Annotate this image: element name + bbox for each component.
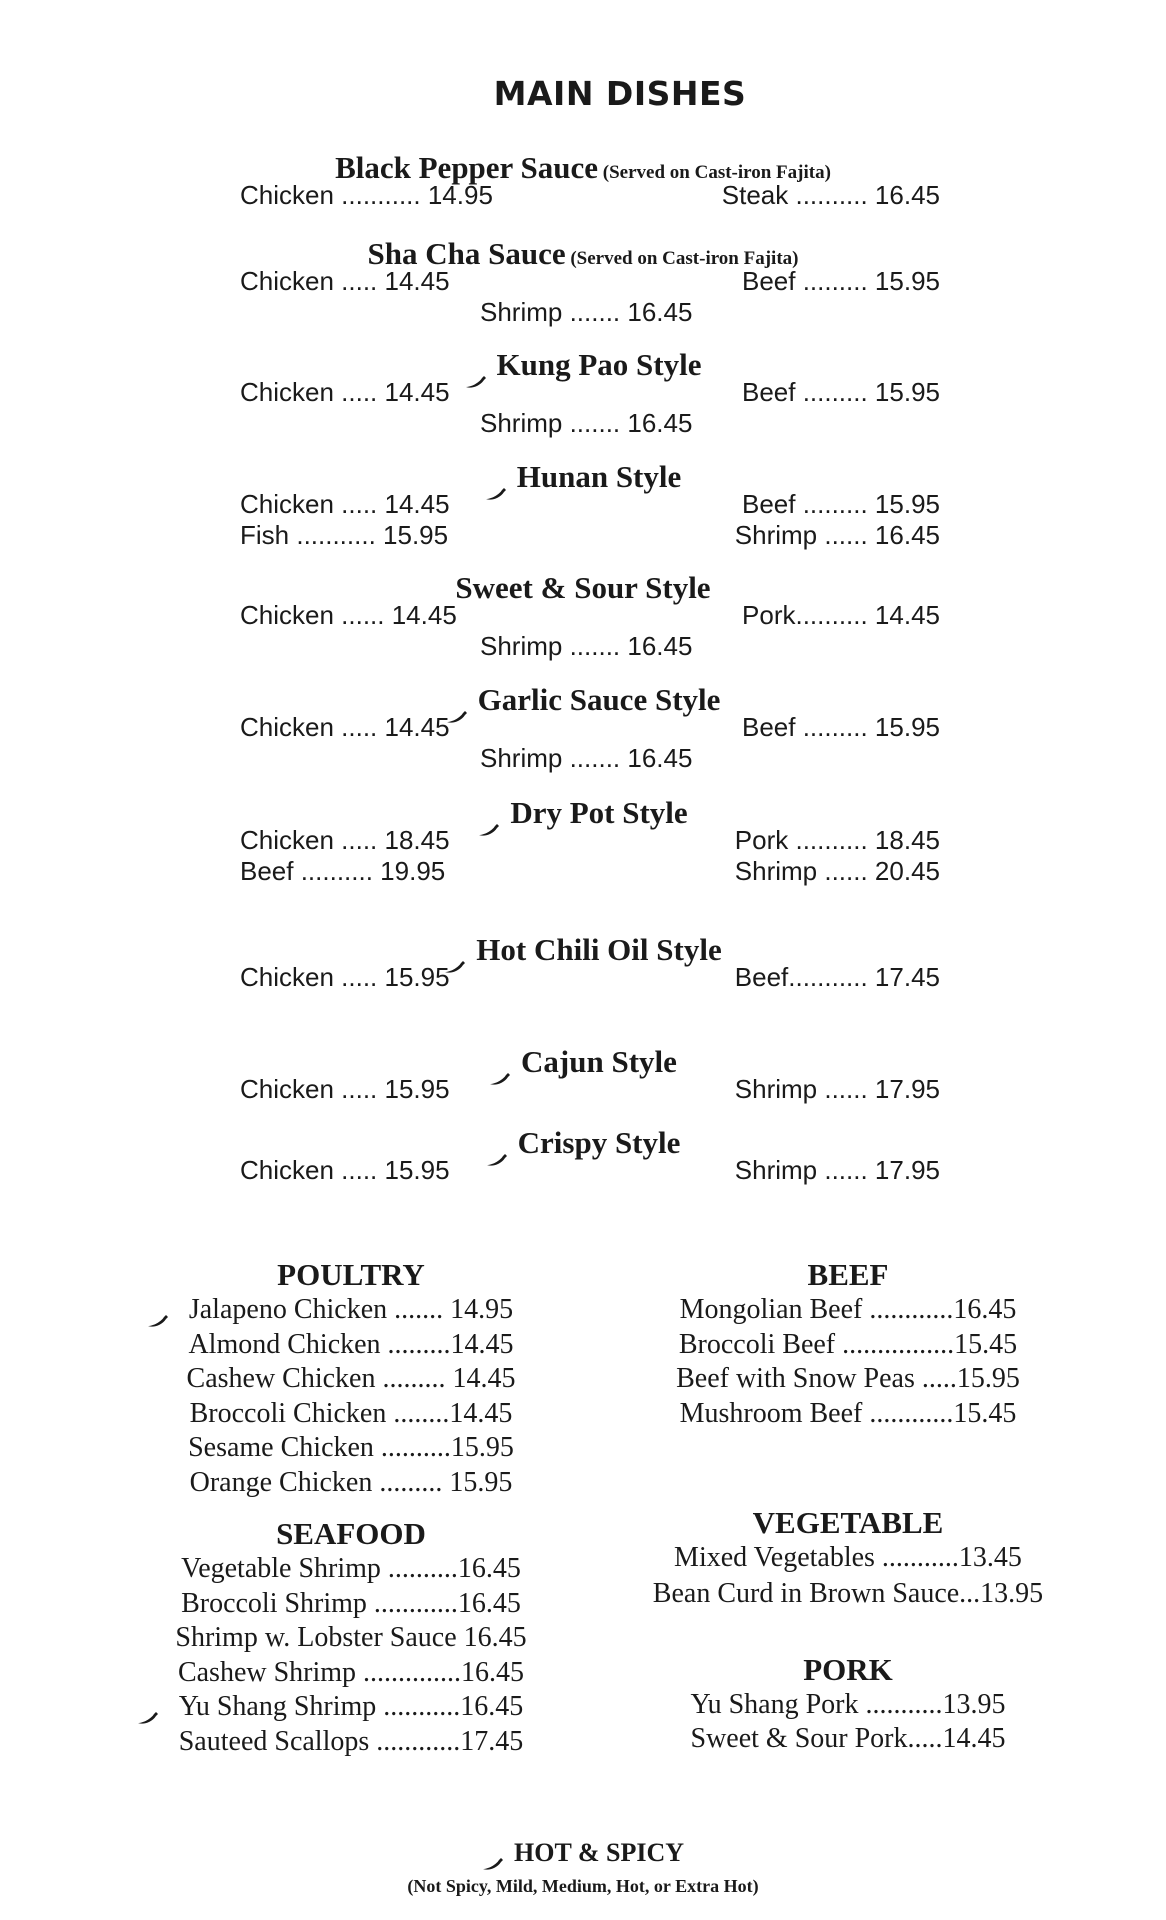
seafood-item: [121, 1587, 581, 1621]
style-heading: [0, 347, 1166, 383]
pork-heading: PORK: [803, 1652, 893, 1687]
chili-pepper-icon: [482, 1848, 504, 1862]
item-label: Yu Shang Pork ...........13.95: [690, 1689, 1006, 1720]
vegetable-heading: VEGETABLE: [752, 1505, 944, 1540]
item-label: Mixed Vegetables ...........13.45: [674, 1542, 1022, 1573]
menu-item: Chicken ..... 15.95: [240, 1155, 450, 1185]
hot-spicy-legend: [0, 1838, 1166, 1868]
chili-pepper-icon: [465, 361, 487, 375]
menu-item: Chicken ..... 14.45: [240, 266, 450, 296]
menu-item: Shrimp ....... 16.45: [480, 297, 693, 327]
item-label: Sauteed Scallops ............17.45: [178, 1726, 524, 1757]
style-name: Crispy Style: [517, 1125, 681, 1160]
item-label: Vegetable Shrimp ..........16.45: [181, 1553, 521, 1584]
menu-item: Shrimp ....... 16.45: [480, 743, 693, 773]
beef-item: [618, 1397, 1078, 1431]
menu-item: Shrimp ...... 20.45: [734, 856, 940, 886]
beef-heading: BEEF: [807, 1257, 889, 1292]
pork-item: [618, 1688, 1078, 1722]
poultry-item: [121, 1362, 581, 1396]
chili-pepper-icon: [489, 1058, 511, 1072]
seafood-item: [121, 1621, 581, 1655]
style-name: Sha Cha Sauce: [367, 236, 566, 271]
menu-item: Beef ......... 15.95: [741, 266, 940, 296]
poultry-item: [121, 1293, 581, 1327]
item-label: Broccoli Chicken ........14.45: [189, 1397, 513, 1429]
item-label: Shrimp w. Lobster Sauce 16.45: [175, 1622, 527, 1654]
seafood-item: [121, 1552, 581, 1586]
page-title: MAIN DISHES: [493, 74, 747, 113]
poultry-item: [121, 1397, 581, 1431]
style-note: (Served on Cast-iron Fajita): [565, 248, 799, 269]
style-name: Kung Pao Style: [496, 347, 702, 382]
style-heading: [0, 1044, 1166, 1080]
chili-pepper-icon: [486, 1139, 508, 1153]
item-label: Bean Curd in Brown Sauce...13.95: [652, 1578, 1044, 1609]
seafood-item: [121, 1725, 581, 1759]
style-heading: [0, 795, 1166, 831]
menu-item: Pork.......... 14.45: [742, 600, 940, 630]
menu-item: Chicken ..... 14.45: [240, 489, 450, 519]
style-name: Hunan Style: [516, 459, 682, 494]
style-heading: [0, 682, 1166, 718]
item-label: Broccoli Beef ................15.45: [678, 1328, 1018, 1360]
menu-item: Shrimp ...... 17.95: [734, 1155, 940, 1185]
menu-item: Steak .......... 16.45: [721, 180, 940, 210]
spice-levels-note: (Not Spicy, Mild, Medium, Hot, or Extra Hot): [407, 1876, 759, 1896]
beef-item: [618, 1328, 1078, 1362]
style-note: (Served on Cast-iron Fajita): [598, 162, 831, 183]
menu-item: Shrimp ...... 16.45: [734, 520, 940, 550]
menu-item: Chicken ...... 14.45: [240, 600, 457, 630]
style-name: Sweet & Sour Style: [455, 570, 711, 605]
style-name: Cajun Style: [521, 1044, 677, 1079]
style-name: Garlic Sauce Style: [477, 682, 721, 717]
menu-item: Chicken ..... 14.45: [240, 712, 450, 742]
chili-pepper-icon: [137, 1700, 159, 1714]
menu-item: Beef ......... 15.95: [741, 377, 940, 407]
item-label: Cashew Shrimp ..............16.45: [177, 1656, 525, 1688]
menu-item: Shrimp ...... 17.95: [734, 1074, 940, 1104]
style-name: Black Pepper Sauce: [335, 150, 599, 185]
item-label: Sesame Chicken ..........15.95: [188, 1432, 514, 1463]
vegetable-item: [618, 1577, 1078, 1611]
style-heading: [0, 932, 1166, 968]
menu-item: Beef........... 17.45: [734, 962, 940, 992]
poultry-item: [121, 1431, 581, 1465]
chili-pepper-icon: [444, 946, 466, 960]
pork-item: [618, 1722, 1078, 1756]
menu-item: Beef .......... 19.95: [240, 856, 446, 886]
seafood-item: [121, 1690, 581, 1724]
item-label: Cashew Chicken ......... 14.45: [186, 1363, 516, 1394]
item-label: Mongolian Beef ............16.45: [679, 1294, 1017, 1325]
chili-pepper-icon: [147, 1303, 169, 1317]
menu-item: Beef ......... 15.95: [741, 712, 940, 742]
menu-item: Chicken ..... 15.95: [240, 962, 450, 992]
style-heading: [0, 570, 1166, 606]
menu-item: Shrimp ....... 16.45: [480, 408, 693, 438]
item-label: Orange Chicken ......... 15.95: [189, 1466, 513, 1498]
seafood-item: [121, 1656, 581, 1690]
hot-spicy-label: HOT & SPICY: [514, 1838, 684, 1867]
chili-pepper-icon: [485, 473, 507, 487]
style-heading: [0, 1125, 1166, 1161]
item-label: Yu Shang Shrimp ...........16.45: [178, 1691, 524, 1723]
menu-item: Chicken ..... 15.95: [240, 1074, 450, 1104]
item-label: Mushroom Beef ............15.45: [679, 1397, 1017, 1429]
poultry-item: [121, 1466, 581, 1500]
item-label: Almond Chicken .........14.45: [188, 1328, 514, 1360]
beef-item: [618, 1293, 1078, 1327]
chili-pepper-icon: [478, 809, 500, 823]
style-name: Hot Chili Oil Style: [476, 932, 722, 967]
style-heading: [0, 150, 1166, 186]
menu-item: Pork .......... 18.45: [734, 825, 940, 855]
poultry-item: [121, 1328, 581, 1362]
menu-item: Beef ......... 15.95: [741, 489, 940, 519]
item-label: Beef with Snow Peas .....15.95: [676, 1363, 1020, 1394]
style-heading: [0, 236, 1166, 272]
beef-item: [618, 1362, 1078, 1396]
item-label: Jalapeno Chicken ....... 14.95: [188, 1294, 514, 1325]
menu-item: Fish ........... 15.95: [240, 520, 449, 550]
style-heading: [0, 459, 1166, 495]
item-label: Broccoli Shrimp ............16.45: [181, 1587, 521, 1619]
menu-item: Chicken ........... 14.95: [240, 180, 493, 210]
poultry-heading: POULTRY: [277, 1257, 425, 1292]
menu-item: Chicken ..... 18.45: [240, 825, 450, 855]
seafood-heading: SEAFOOD: [276, 1516, 426, 1551]
vegetable-item: [618, 1541, 1078, 1575]
style-name: Dry Pot Style: [510, 795, 688, 830]
item-label: Sweet & Sour Pork.....14.45: [690, 1723, 1006, 1754]
menu-item: Shrimp ....... 16.45: [480, 631, 693, 661]
chili-pepper-icon: [446, 696, 468, 710]
menu-item: Chicken ..... 14.45: [240, 377, 450, 407]
